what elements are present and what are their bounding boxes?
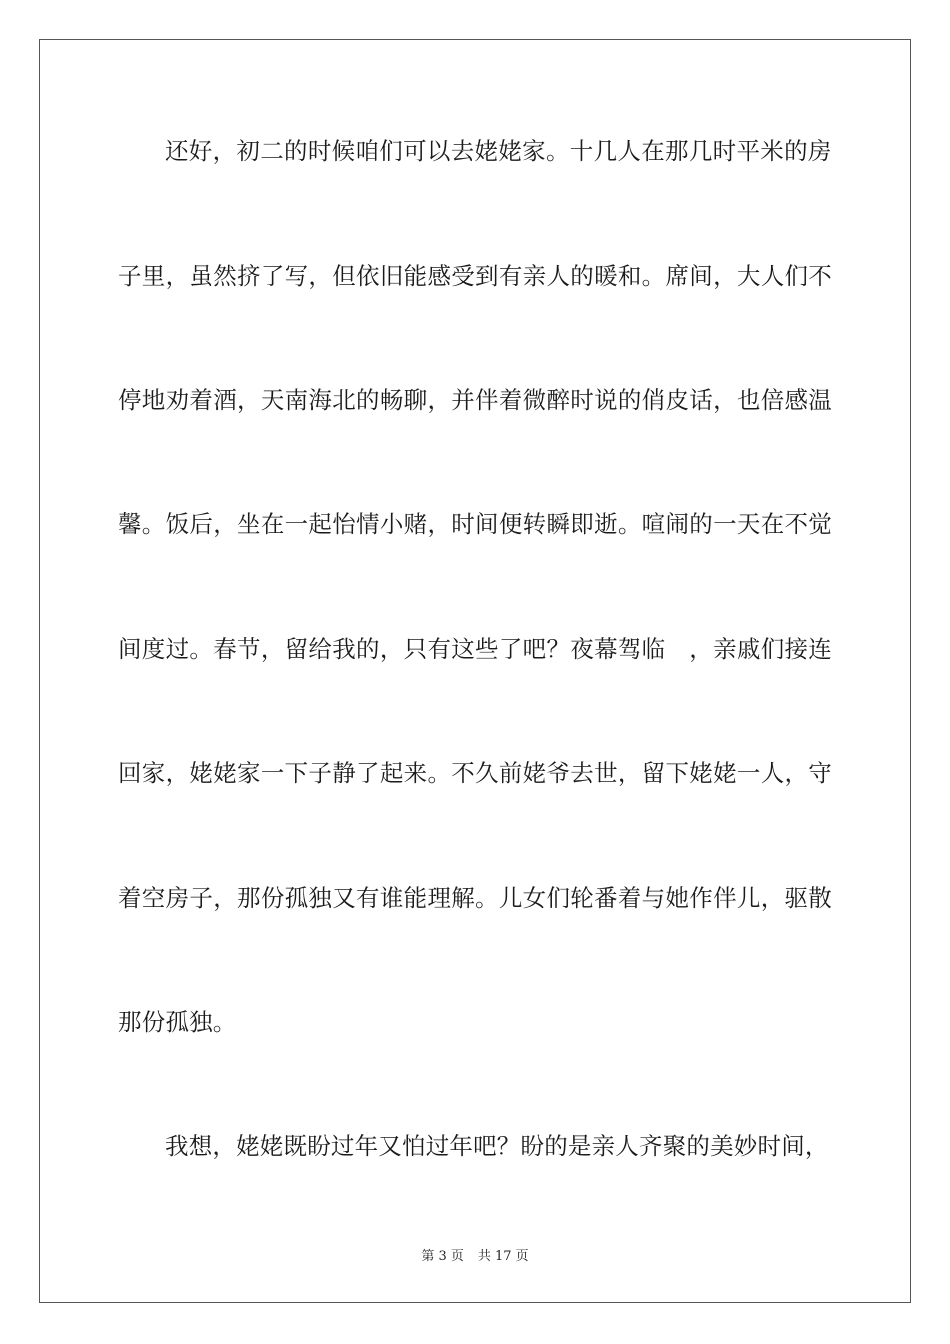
paragraph-line: 着空房子，那份孤独又有谁能理解。儿女们轮番着与她作伴儿，驱散: [118, 884, 833, 912]
paragraph-line: 间度过。春节，留给我的，只有这些了吧？夜幕驾临 ，亲戚们接连: [118, 635, 833, 663]
paragraph-line: 停地劝着酒，天南海北的畅聊，并伴着微醉时说的俏皮话，也倍感温: [118, 386, 833, 414]
paragraph-line: 还好，初二的时候咱们可以去姥姥家。十几人在那几时平米的房: [165, 137, 832, 165]
paragraph-line: 回家，姥姥家一下子静了起来。不久前姥爷去世，留下姥姥一人，守: [118, 759, 833, 787]
page-border: [39, 39, 911, 1303]
paragraph-line: 那份孤独。: [118, 1008, 237, 1036]
paragraph-line: 我想，姥姥既盼过年又怕过年吧？盼的是亲人齐聚的美妙时间，: [165, 1132, 829, 1160]
page-number: 第 3 页: [421, 1249, 464, 1264]
paragraph-line: 子里，虽然挤了写，但依旧能感受到有亲人的暖和。席间，大人们不: [118, 262, 833, 290]
page-footer: [0, 1248, 950, 1266]
paragraph-line: 馨。饭后，坐在一起怡情小赌，时间便转瞬即逝。喧闹的一天在不觉: [118, 510, 833, 538]
page-total: 共 17 页: [477, 1249, 529, 1264]
